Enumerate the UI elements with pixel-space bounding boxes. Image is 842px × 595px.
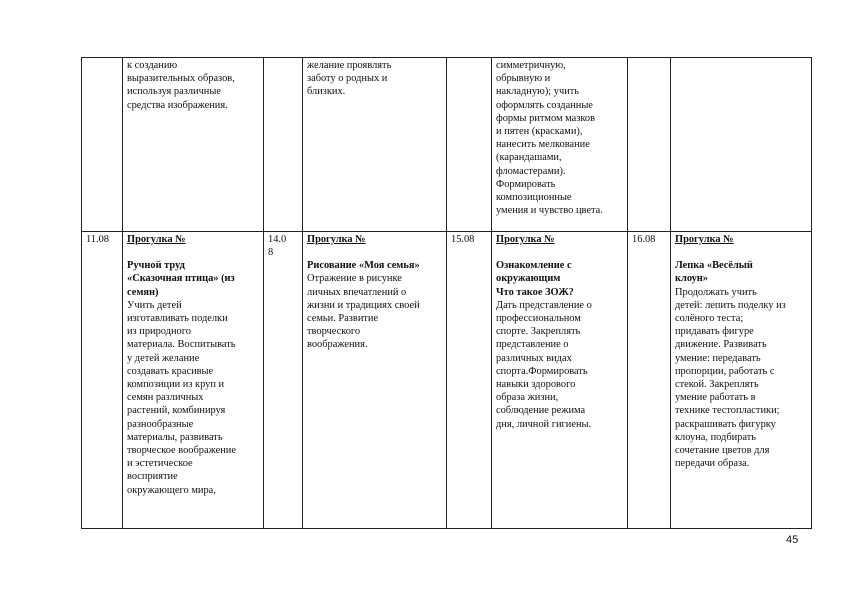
cell-text-line: (карандашами, (496, 152, 562, 164)
cell-text-line: умение работать в (675, 392, 756, 404)
table-row-continuation (82, 58, 812, 232)
lesson-plan-table (81, 57, 812, 529)
cell-text-line: «Сказочная птица» (из (127, 273, 235, 285)
cell-text-line: восприятие (127, 471, 178, 483)
cell-text-line: раскрашивать фигурку (675, 418, 776, 430)
date-cell (82, 58, 123, 232)
cell-text-line: семян) (127, 286, 159, 298)
cell-text-line: 16.08 (632, 234, 656, 245)
cell-text-line: разнообразные (127, 418, 194, 430)
cell-text-line: 14.0 (268, 234, 287, 245)
cell-text-line: Что такое ЗОЖ? (496, 286, 574, 298)
cell-text-line: симметричную, (496, 60, 566, 71)
cell-text-line: умение: передавать (675, 352, 761, 364)
cell-text-line: творческое воображение (127, 445, 236, 457)
date-cell (82, 232, 123, 529)
page-number: 45 (786, 534, 799, 546)
cell-text-line: соблюдение режима (496, 405, 586, 417)
cell-text-line: близких. (307, 86, 346, 98)
cell-text-line: пропорции, работать с (675, 365, 775, 377)
cell-text-line: клоуна, подбирать (675, 431, 757, 443)
cell-text-line (675, 246, 808, 259)
cell-text-line: личных впечатлений о (307, 286, 407, 298)
cell-text-line: детей: лепить поделку из (675, 299, 786, 311)
cell-text-line: материала. Воспитывать (127, 339, 236, 351)
cell-text-line: представление о (496, 339, 569, 351)
cell-text-line: навыки здорового (496, 379, 576, 391)
cell-text-line: сочетание цветов для (675, 445, 770, 457)
cell-text-line: формы ритмом мазков (496, 112, 596, 124)
cell-text-line: и пятен (красками), (496, 126, 583, 138)
cell-text-line: композиции из круп и (127, 379, 225, 391)
cell-text-line: Прогулка № (127, 234, 186, 245)
cell-text-line: технике тестопластики; (675, 405, 780, 417)
cell-text-line: нанесить мелкование (496, 139, 590, 151)
cell-text-line: передачи образа. (675, 458, 750, 470)
date-cell (628, 58, 671, 232)
cell-text-line: оформлять созданные (496, 99, 593, 111)
cell-text-line: семян различных (127, 392, 204, 404)
cell-text-line: стекой. Закреплять (675, 379, 759, 391)
cell-text-line: Дать представление о (496, 299, 592, 311)
cell-text-line: композиционные (496, 192, 572, 204)
date-cell (447, 232, 492, 529)
cell-text-line: окружающим (496, 273, 561, 285)
cell-text-line: умения и чувство цвета. (496, 205, 603, 217)
activity-cell (492, 232, 628, 529)
cell-text-line: Ознакомление с (496, 260, 572, 272)
cell-text-line: обрывную и (496, 73, 551, 85)
cell-text-line: из природного (127, 326, 191, 338)
cell-text-line: у детей желание (127, 352, 200, 364)
date-cell (264, 58, 303, 232)
cell-text-line: творческого (307, 326, 361, 338)
cell-text-line: Рисование «Моя семья» (307, 260, 420, 272)
date-cell (264, 232, 303, 529)
cell-text-line: окружающего мира, (127, 484, 216, 496)
cell-text-line: накладную); учить (496, 86, 580, 98)
cell-text-line: Учить детей (127, 299, 182, 311)
cell-text-line: придавать фигуре (675, 326, 754, 338)
cell-text-line: различных видах (496, 352, 572, 364)
cell-text-line: к созданию (127, 60, 178, 71)
cell-text-line: Прогулка № (675, 234, 734, 245)
cell-text-line (496, 246, 624, 259)
cell-text-line: желание проявлять (307, 60, 392, 71)
activity-cell (671, 58, 812, 232)
activity-cell (123, 232, 264, 529)
cell-text-line: и эстетическое (127, 458, 193, 470)
cell-text-line: Прогулка № (307, 234, 366, 245)
cell-text-line: материалы, развивать (127, 431, 223, 443)
activity-cell (492, 58, 628, 232)
cell-text-line: Формировать (496, 178, 556, 190)
cell-text-line: Лепка «Весёлый (675, 260, 753, 272)
cell-text-line: движение. Развивать (675, 339, 767, 351)
cell-text-line: спорта.Формировать (496, 365, 588, 377)
table-row-week (82, 232, 812, 529)
cell-text-line: спорте. Закреплять (496, 326, 581, 338)
cell-text-line: 8 (268, 247, 274, 259)
cell-text-line: создавать красивые (127, 365, 214, 377)
cell-text-line: Прогулка № (496, 234, 555, 245)
cell-text-line: воображения. (307, 339, 368, 351)
cell-text-line: дня, личной гигиены. (496, 418, 592, 430)
cell-text-line: заботу о родных и (307, 73, 388, 85)
cell-text-line: семьи. Развитие (307, 313, 379, 325)
cell-text-line: фломастерами). (496, 165, 566, 177)
cell-text-line: Продолжать учить (675, 286, 757, 298)
cell-text-line: 11.08 (86, 234, 109, 245)
activity-cell (671, 232, 812, 529)
cell-text-line: 15.08 (451, 234, 475, 245)
date-cell (447, 58, 492, 232)
cell-text-line: солёного теста; (675, 313, 744, 325)
cell-text-line: образа жизни, (496, 392, 559, 404)
cell-text-line: выразительных образов, (127, 73, 235, 85)
activity-cell (303, 58, 447, 232)
cell-text-line: средства изображения. (127, 99, 228, 111)
cell-text-line: используя различные (127, 86, 221, 98)
cell-text-line: изготавливать поделки (127, 313, 228, 325)
cell-text-line: Ручной труд (127, 260, 185, 272)
cell-text-line: жизни и традициях своей (307, 299, 420, 311)
activity-cell (303, 232, 447, 529)
cell-text-line (307, 246, 443, 259)
activity-cell (123, 58, 264, 232)
cell-text-line: клоун» (675, 273, 708, 285)
date-cell (628, 232, 671, 529)
cell-text-line: растений, комбинируя (127, 405, 226, 417)
cell-text-line: профессиональном (496, 313, 581, 325)
cell-text-line: Отражение в рисунке (307, 273, 402, 285)
cell-text-line (127, 246, 260, 259)
